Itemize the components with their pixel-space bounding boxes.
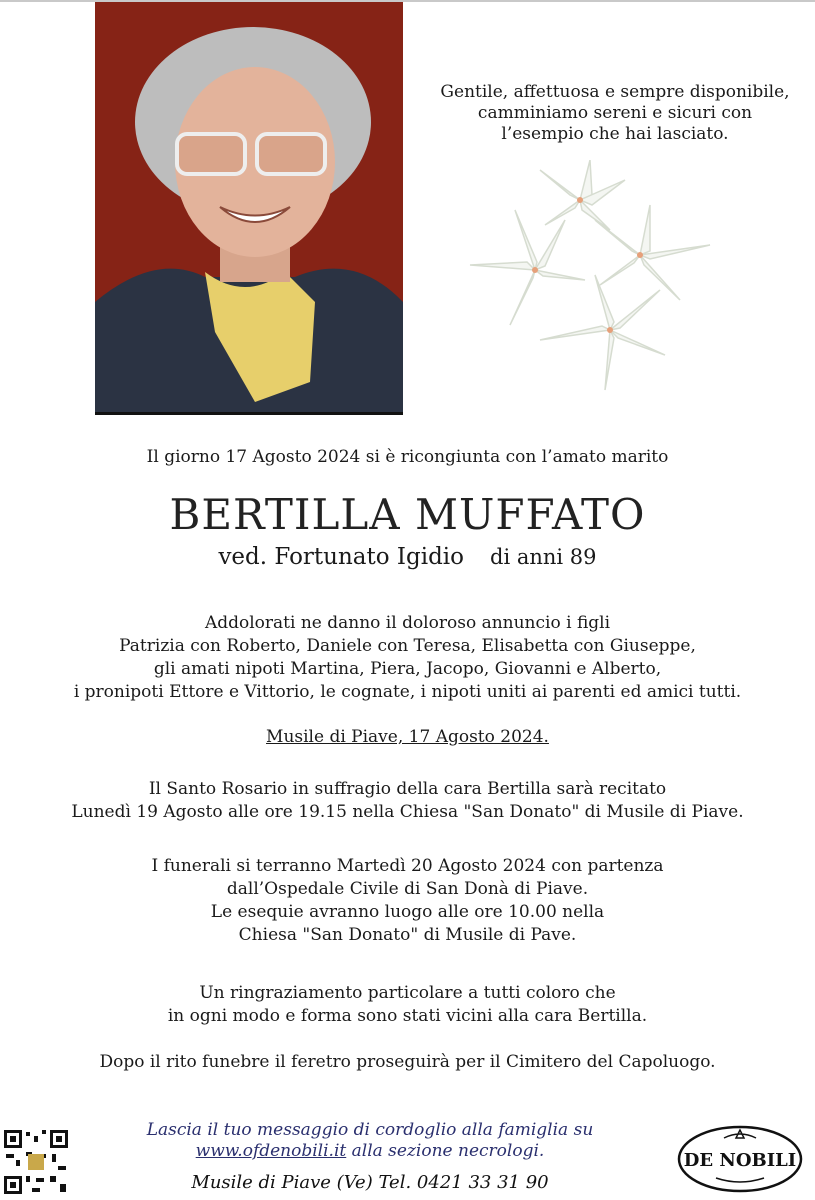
rosary-line: Il Santo Rosario in suffragio della cara Bertilla sarà recitato <box>148 779 667 799</box>
funeral-line: Le esequie avranno luogo alle ore 10.00 nella <box>210 902 605 922</box>
portrait-photo <box>95 2 403 415</box>
condolence-message <box>120 1120 620 1162</box>
memorial-verse <box>425 82 805 145</box>
verse-line: Gentile, affettuosa e sempre disponibile, <box>440 82 790 102</box>
funeral-block <box>0 855 815 947</box>
cemetery-note: Dopo il rito funebre il feretro proseguirà per il Cimitero del Capoluogo. <box>99 1052 716 1072</box>
announcement-line: i pronipoti Ettore e Vittorio, le cognate, i nipoti uniti ai parenti ed amici tutti. <box>73 682 742 702</box>
condolence-suffix: alla sezione necrologi. <box>346 1141 545 1161</box>
de-nobili-logo <box>676 1124 804 1194</box>
funeral-line: dall’Ospedale Civile di San Donà di Piave. <box>226 879 589 899</box>
rosary-block <box>0 778 815 824</box>
age: di anni 89 <box>490 545 597 569</box>
place-date: Musile di Piave, 17 Agosto 2024. <box>266 727 549 747</box>
verse-line: l’esempio che hai lasciato. <box>501 124 729 144</box>
contact-line: Musile di Piave (Ve) Tel. 0421 33 31 90 <box>191 1172 549 1193</box>
widow-of: ved. Fortunato Igidio <box>218 544 465 570</box>
deceased-details <box>0 544 815 570</box>
intro-line: Il giorno 17 Agosto 2024 si è ricongiunta con l’amato marito <box>146 447 669 467</box>
thanks-block <box>0 982 815 1028</box>
condolence-line: Lascia il tuo messaggio di cordoglio alla famiglia su <box>146 1120 594 1140</box>
lily-flowers-icon <box>460 160 720 400</box>
thanks-line: in ogni modo e forma sono stati vicini alla cara Bertilla. <box>167 1006 648 1026</box>
announcement-block <box>0 612 815 704</box>
funeral-line: Chiesa "San Donato" di Musile di Pave. <box>238 925 577 945</box>
announcement-line: Patrizia con Roberto, Daniele con Teresa, Elisabetta con Giuseppe, <box>119 636 696 656</box>
announcement-line: gli amati nipoti Martina, Piera, Jacopo, Giovanni e Alberto, <box>153 659 662 679</box>
condolence-line-2 <box>120 1141 620 1162</box>
announcement-line: Addolorati ne danno il doloroso annuncio i figli <box>204 613 611 633</box>
deceased-name: BERTILLA MUFFATO <box>169 490 646 539</box>
funeral-line: I funerali si terranno Martedì 20 Agosto 2024 con partenza <box>151 856 664 876</box>
verse-line: camminiamo sereni e sicuri con <box>477 103 753 123</box>
rosary-line: Lunedì 19 Agosto alle ore 19.15 nella Chiesa "San Donato" di Musile di Piave. <box>71 802 744 822</box>
qr-code-icon[interactable] <box>2 1128 70 1196</box>
website-link[interactable]: www.ofdenobili.it <box>195 1141 347 1161</box>
logo-text: DE NOBILI <box>683 1150 797 1171</box>
thanks-line: Un ringraziamento particolare a tutti coloro che <box>199 983 616 1003</box>
